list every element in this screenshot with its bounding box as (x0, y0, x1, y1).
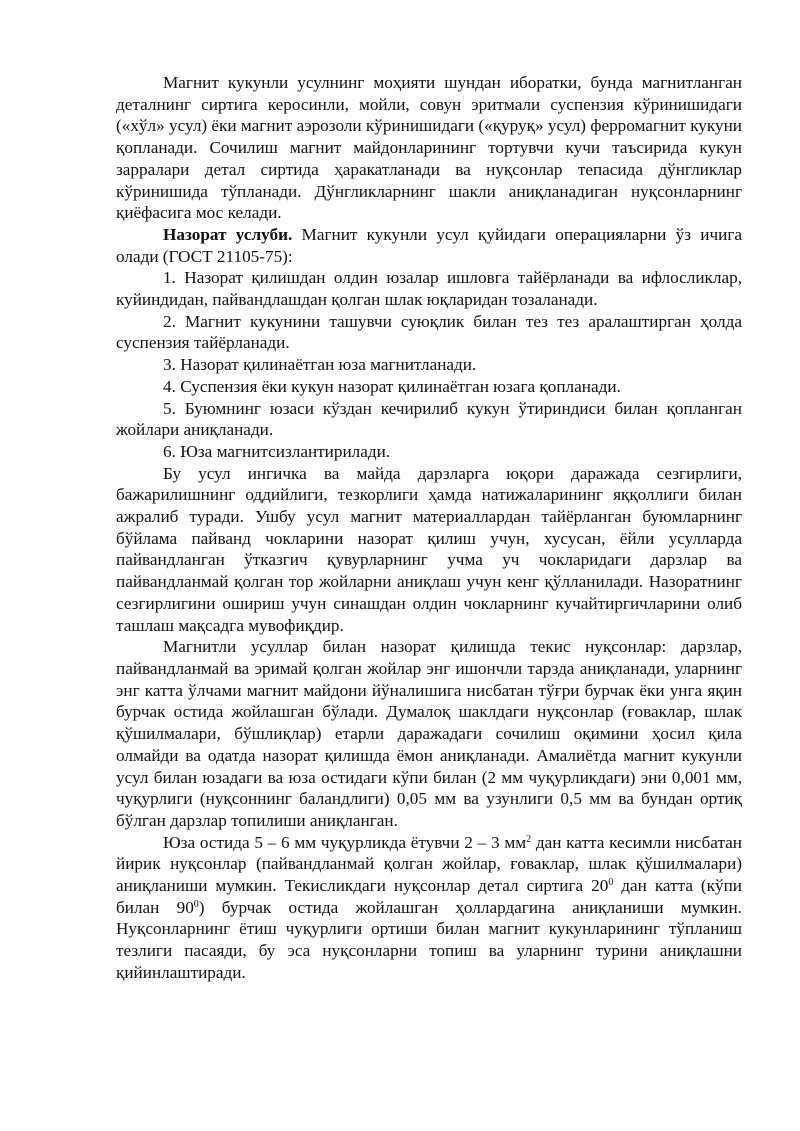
step-4: 4. Суспензия ёки кукун назорат қилинаётган юзага қопланади. (163, 376, 621, 396)
step-6: 6. Юза магнитсизлантирилади. (163, 441, 391, 461)
document-page (116, 72, 742, 984)
paragraph-subsurface-part-d: ) бурчак остида жойлашган ҳоллардагина аниқланиши мумкин. Нуқсонларнинг ётиш чуқурлиги ортиши билан магнит кукунларининг тўпланиш тезлиги пасаяди, бу эса нуқсонларни топиш ва уларнинг турини аниқлашни қийинлаштиради. (116, 897, 742, 982)
superscript-degree-2: 0 (193, 898, 199, 910)
paragraph-sensitivity: Бу усул ингичка ва майда дарзларга юқори даражада сезгирлиги, бажарилишнинг оддийлиги, тезкорлиги ҳамда натижаларининг яққоллиги билан ажралиб туради. Ушбу усул магнит материаллардан тайёрланган буюмларнинг бўйлама пайванд чокларини назорат қилиш учун, хусусан, ёйли усулларда пайвандланган ўтказгич қувурларнинг учма уч чокларидаги дарзлар ва пайвандланмай қолган тор жойларни аниқлаш учун кенг қўлланилади. Назоратнинг сезгирлигини ошириш учун синашдан олдин чокларнинг кучайтиргичларини олиб ташлаш мақсадга мувофиқдир. (116, 463, 742, 635)
step-3: 3. Назорат қилинаётган юза магнитланади. (163, 355, 477, 375)
paragraph-subsurface-part-a: Юза остида 5 – 6 мм чуқурликда ётувчи 2 – 3 мм (163, 832, 527, 852)
superscript-squared: 2 (526, 833, 532, 845)
superscript-degree-1: 0 (608, 877, 614, 889)
paragraph-subsurface-part-b: дан катта кесимли нисбатан йирик нуқсонлар (пайвандланмай қолган жойлар, ғоваклар, шлак қўшилмалари) аниқланиши мумкин. Текисликдаги нуқсонлар детал сиртига 20 (116, 832, 743, 896)
step-2: 2. Магнит кукунини ташувчи суюқлик билан тез тез аралаштирган ҳолда суспензия тайёрланади. (116, 311, 742, 353)
paragraph-subsurface (116, 832, 742, 984)
paragraph-defects: Магнитли усуллар билан назорат қилишда текис нуқсонлар: дарзлар, пайвандланмай ва эримай қолган жойлар энг ишончли тарзда аниқланади, уларнинг энг катта ўлчами магнит майдони йўналишига нисбатан тўғри бурчак ёки унга яқин бурчак остида жойлашган бўлади. Думалоқ шаклдаги нуқсонлар (ғоваклар, шлак қўшилмалари, бўшлиқлар) етарли даражадаги сочилиш оқимини ҳосил қила олмайди ва одатда назорат қилишда ёмон аниқланади. Амалиётда магнит кукунли усул билан юзадаги ва юза остидаги кўпи билан (2 мм чуқурликдаги) эни 0,001 мм, чуқурлиги (нуқсоннинг баландлиги) 0,05 мм ва узунлиги 0,5 мм ва бундан ортиқ бўлган дарзлар топилиши аниқланган. (116, 637, 742, 830)
paragraph-control-method (116, 224, 742, 267)
step-1: 1. Назорат қилишдан олдин юзалар ишловга тайёрланади ва ифлосликлар, куйиндидан, пайвандлашдан қолган шлак юқларидан тозаланади. (116, 268, 742, 310)
paragraph-intro: Магнит кукунли усулнинг моҳияти шундан иборатки, бунда магнитланган деталнинг сиртига керосинли, мойли, совун эритмали суспензия кўринишидаги («хўл» усул) ёки магнит аэрозоли кўринишидаги («қуруқ» усул) ферромагнит кукуни қопланади. Сочилиш магнит майдонларининг тортувчи кучи таъсирида кукун зарралари детал сиртида ҳаракатланади ва нуқсонлар тепасида дўнгликлар кўринишида тўпланади. Дўнгликларнинг шакли аниқланадиган нуқсонларнинг қиёфасига мос келади. (116, 73, 742, 223)
section-heading-text: Магнит кукунли усул қуйидаги операцияларни ўз ичига олади (ГОСТ 21105-75): (116, 224, 742, 266)
paragraph-subsurface-part-c: дан катта (кўпи билан 90 (116, 876, 742, 917)
section-heading: Назорат услуби. (163, 224, 293, 244)
step-5: 5. Буюмнинг юзаси кўздан кечирилиб кукун ўтириндиси билан қопланган жойлари аниқланади. (116, 398, 742, 440)
